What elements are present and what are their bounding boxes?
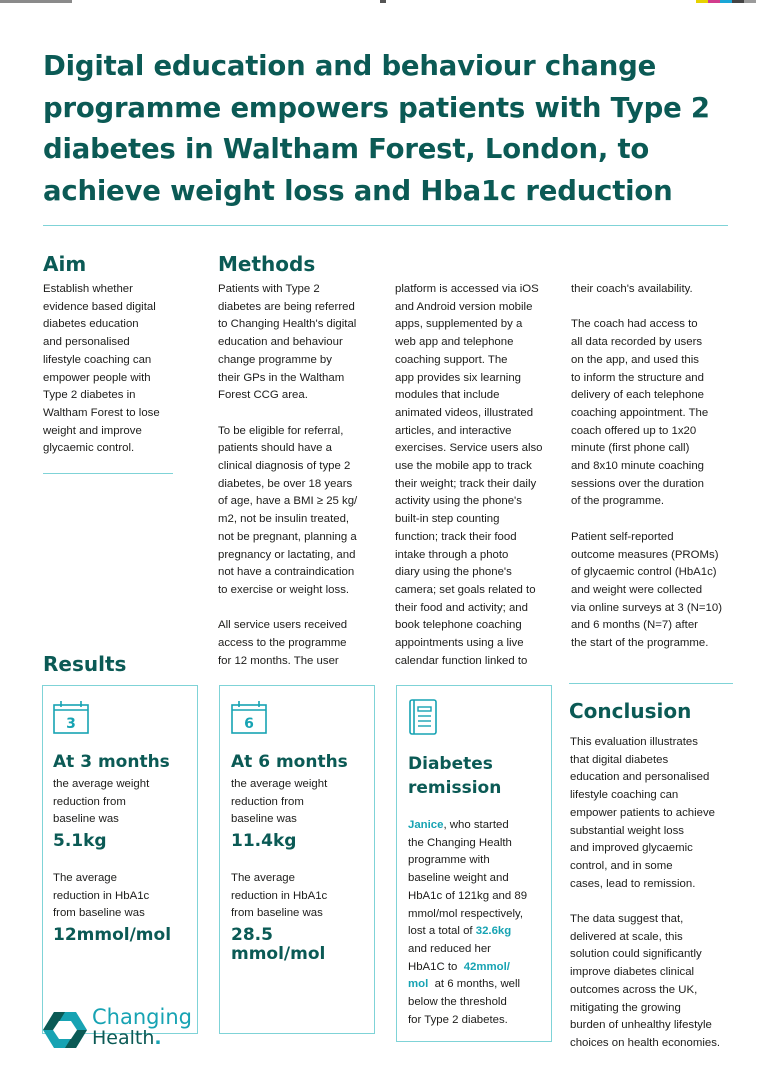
text-line: lifestyle coaching can [570, 789, 679, 802]
text-line: cases, lead to remission. [570, 877, 696, 890]
title-line: programme empowers patients with Type 2 [43, 91, 710, 124]
text-line: their GPs in the Waltham [218, 371, 345, 384]
remission-text [408, 817, 527, 1029]
text-line: to exercise or weight loss. [218, 583, 350, 596]
text-line: and weight were collected [571, 583, 703, 596]
patient-name: Janice [408, 819, 444, 831]
text-line: baseline was [231, 813, 297, 826]
text-line: web app and telephone [395, 336, 514, 349]
text-line: sessions over the duration [571, 477, 704, 490]
text-line: HbA1c of 121kg and 89 [408, 889, 528, 902]
aim-divider [43, 473, 173, 474]
card-weight-text [53, 776, 149, 829]
text-line: and personalised [43, 336, 130, 349]
text-line: and 6 months (N=7) after [571, 619, 698, 632]
text-line: The average [231, 872, 295, 884]
text-line: outcome measures (PROMs) [571, 548, 719, 561]
text-line: and improved glycaemic [570, 842, 693, 855]
printer-marks [0, 0, 768, 4]
text-line: diabetes are being referred [218, 300, 355, 313]
text-line: the Changing Health [408, 836, 512, 849]
text-line: function; track their food [395, 530, 517, 543]
text-line: app provides six learning [395, 371, 522, 384]
text-line: modules that include [395, 389, 500, 402]
text-line: of glycaemic control (HbA1c) [571, 566, 717, 579]
calendar-icon [53, 700, 89, 734]
weight-value: 11.4kg [231, 831, 297, 851]
text-line: access to the programme [218, 637, 347, 650]
text-line: the average weight [53, 778, 150, 790]
methods-heading: Methods [218, 252, 316, 276]
text-line: reduction from [53, 795, 126, 808]
text-line: substantial weight loss [570, 824, 684, 837]
text-line: reduction in HbA1c [53, 889, 150, 902]
text-line: and Android version mobile [395, 300, 533, 313]
logo-text: Changing [92, 1005, 192, 1029]
hba1c-value: mol [408, 978, 429, 991]
text-line: Forest CCG area. [218, 389, 308, 402]
text-line: not have a contraindication [218, 566, 355, 579]
text-line: empower people with [43, 371, 151, 384]
text-line: All service users received [218, 619, 348, 632]
aim-text [43, 281, 160, 458]
text-line: programme with [408, 854, 490, 867]
text-line: of the programme. [571, 495, 665, 508]
text-line: all data recorded by users [571, 336, 703, 349]
value-line: mmol/mol [231, 944, 326, 964]
text-line: built-in step counting [395, 513, 500, 526]
text-line: their weight; track their daily [395, 477, 537, 490]
text-line: from baseline was [231, 907, 323, 920]
text-line: exercises. Service users also [395, 442, 543, 455]
text-line: their coach's availability. [571, 283, 693, 295]
hba1c-value: 12mmol/mol [53, 925, 172, 945]
text-line: improve diabetes clinical [570, 966, 695, 979]
text-fragment: lost a total of [408, 925, 476, 938]
card-heading: At 3 months [53, 752, 170, 772]
text-line: use the mobile app to track [395, 460, 532, 473]
text-line: appointments using a live [395, 637, 524, 650]
title-line: Digital education and behaviour change [43, 50, 657, 82]
text-line: intake through a photo [395, 548, 509, 561]
heading-line: remission [408, 778, 502, 798]
text-line: change programme by [218, 353, 332, 366]
page-title [43, 46, 743, 212]
text-line: To be eligible for referral, [218, 424, 344, 437]
text-line: the average weight [231, 778, 328, 790]
text-line: glycaemic control. [43, 442, 135, 455]
text-line: the start of the programme. [571, 637, 709, 650]
card-heading: At 6 months [231, 752, 348, 772]
text-line: pregnancy or lactating, and [218, 548, 356, 561]
text-line: education and personalised [570, 771, 710, 784]
methods-column-2 [395, 281, 543, 670]
text-line: clinical diagnosis of type 2 [218, 460, 351, 473]
heading-line: Diabetes [408, 754, 493, 774]
text-line: for 12 months. The user [218, 654, 339, 667]
text-line: Patient self-reported [571, 530, 674, 543]
text-line: control, and in some [570, 859, 673, 872]
result-card-6-months [219, 685, 375, 1034]
text-line: diabetes education [43, 318, 139, 331]
weight-lost-value: 32.6kg [475, 925, 512, 938]
text-line: to inform the structure and [571, 371, 704, 384]
text-line [408, 976, 527, 994]
text-line: Type 2 diabetes in [43, 389, 136, 402]
text-line: reduction from [231, 795, 304, 808]
text-line: for Type 2 diabetes. [408, 1013, 508, 1026]
logo-text: Health [92, 1027, 155, 1049]
weight-value: 5.1kg [53, 831, 107, 851]
aim-heading: Aim [43, 252, 87, 276]
text-line: Patients with Type 2 [218, 283, 320, 295]
changing-health-logo [92, 1007, 192, 1049]
methods-column-3 [571, 281, 722, 653]
text-line: to Changing Health's digital [218, 318, 357, 331]
text-line: outcomes across the UK, [570, 983, 698, 996]
text-line: burden of unhealthy lifestyle [570, 1019, 712, 1032]
text-line: not be pregnant, planning a [218, 530, 357, 543]
hba1c-value: 42mmol/ [463, 960, 510, 973]
logo-dot: . [154, 1027, 162, 1049]
text-line: solution could significantly [570, 948, 702, 961]
text-line: diabetes, be over 18 years [218, 477, 353, 490]
text-line: activity using the phone's [395, 495, 522, 508]
logo-text-line [92, 1028, 192, 1049]
text-line: education and behaviour [218, 336, 343, 349]
changing-health-logo-icon [42, 1010, 88, 1050]
text-line: mitigating the growing [570, 1001, 681, 1014]
text-line: Establish whether [43, 283, 133, 295]
text-line: and 8x10 minute coaching [571, 460, 704, 473]
text-line: coaching support. The [395, 353, 508, 366]
text-line: their food and activity; and [395, 601, 528, 614]
value-line: 28.5 [231, 925, 273, 945]
text-line: coaching appointment. The [571, 406, 709, 419]
text-line: below the threshold [408, 996, 507, 1009]
text-line: delivery of each telephone [571, 389, 704, 402]
notebook-icon [408, 698, 438, 736]
text-line: reduction in HbA1c [231, 889, 328, 902]
text-line [408, 817, 527, 835]
text-line: m2, not be insulin treated, [218, 513, 350, 526]
title-divider [43, 225, 728, 226]
text-line: on the app, and used this [571, 353, 699, 366]
calendar-number: 6 [244, 716, 254, 732]
text-line: minute (first phone call) [571, 442, 690, 455]
text-line: calendar function linked to [395, 654, 528, 667]
text-line: empower patients to achieve [570, 806, 715, 819]
text-line [408, 923, 527, 941]
text-line: diary using the phone's [395, 566, 512, 579]
text-line: via online surveys at 3 (N=10) [571, 601, 722, 614]
text-line: mmol/mol respectively, [408, 907, 523, 920]
text-line: baseline was [53, 813, 119, 826]
text-line: Waltham Forest to lose [43, 406, 160, 419]
results-heading: Results [43, 652, 127, 676]
title-line: achieve weight loss and Hba1c reduction [43, 174, 673, 207]
card-heading [408, 752, 501, 800]
text-line: This evaluation illustrates [570, 736, 698, 748]
text-fragment: , who started [443, 819, 509, 831]
card-hba1c-text [231, 870, 327, 923]
card-weight-text [231, 776, 327, 829]
title-line: diabetes in Waltham Forest, London, to [43, 133, 650, 165]
text-line [408, 959, 527, 977]
text-line: and reduced her [408, 942, 491, 955]
text-fragment: at 6 months, well [428, 978, 521, 991]
text-line: apps, supplemented by a [395, 318, 523, 331]
text-line: weight and improve [43, 424, 142, 437]
text-line: coach offered up to 1x20 [571, 424, 697, 437]
text-line: from baseline was [53, 907, 145, 920]
text-line: lifestyle coaching can [43, 353, 152, 366]
text-line: The average [53, 872, 117, 884]
text-line: articles, and interactive [395, 424, 512, 437]
text-line: that digital diabetes [570, 753, 669, 766]
calendar-number: 3 [66, 716, 76, 732]
card-hba1c-text [53, 870, 149, 923]
conclusion-heading: Conclusion [569, 699, 692, 723]
result-card-3-months [42, 685, 198, 1034]
text-line: The coach had access to [571, 318, 698, 331]
text-line: of age, have a BMI ≥ 25 kg/ [218, 495, 358, 508]
text-line: patients should have a [218, 442, 332, 455]
text-line: baseline weight and [408, 872, 509, 885]
text-line: book telephone coaching [395, 619, 522, 632]
text-line: delivered at scale, this [570, 930, 683, 943]
calendar-icon [231, 700, 267, 734]
text-line: choices on health economies. [570, 1036, 721, 1049]
hba1c-value [231, 926, 325, 964]
text-line: platform is accessed via iOS [395, 283, 539, 295]
text-line: evidence based digital [43, 300, 156, 313]
conclusion-text [570, 734, 720, 1053]
conclusion-divider [569, 683, 733, 684]
text-line: camera; set goals related to [395, 583, 536, 596]
text-fragment: HbA1C to [408, 960, 464, 973]
methods-column-1 [218, 281, 357, 670]
text-line: animated videos, illustrated [395, 406, 534, 419]
text-line: The data suggest that, [570, 913, 684, 926]
